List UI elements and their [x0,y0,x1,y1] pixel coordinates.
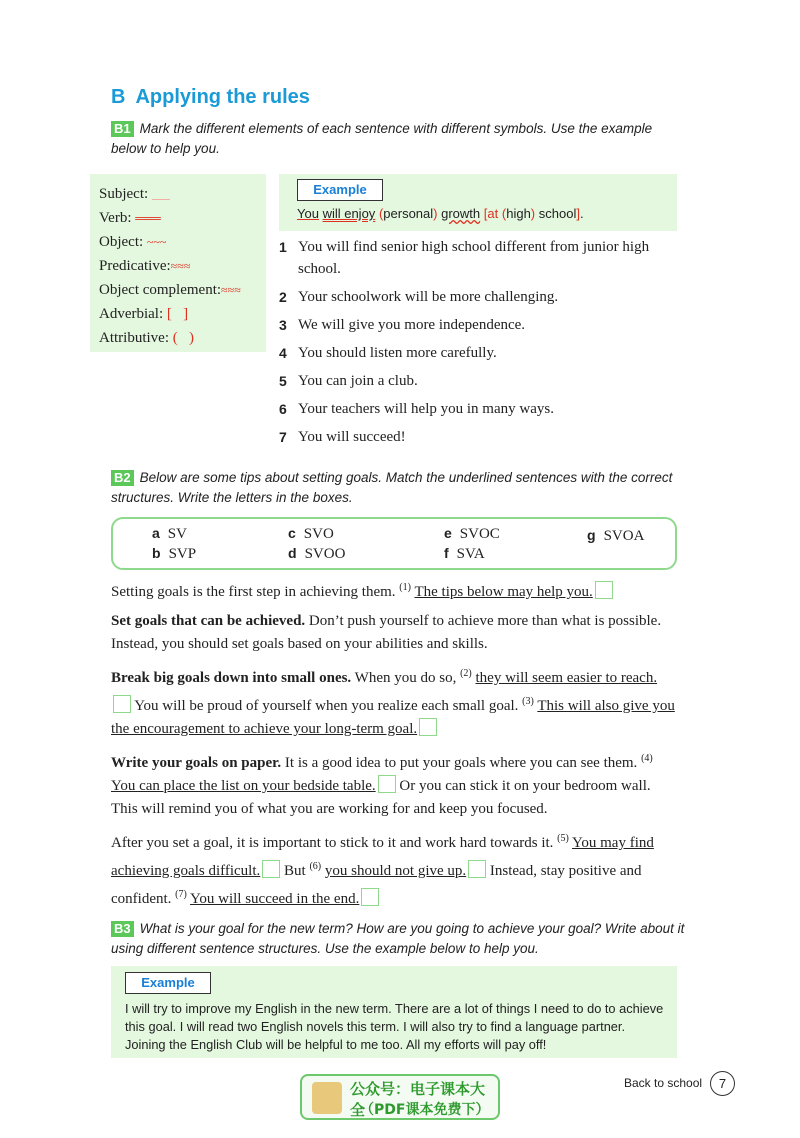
example-sentence: You will enjoy (personal) growth [at (high) school]. [297,206,584,221]
legend-predicative: Predicative:≈≈≈ [99,254,266,278]
predicative-symbol: ≈≈≈ [170,259,191,273]
subject-symbol: ___ [151,187,170,201]
book-logo-icon [312,1082,342,1114]
option-d: d SVOO [288,545,346,562]
option-f: f SVA [444,545,485,562]
b1-sentence-list [279,236,689,454]
section-title-text: Applying the rules [135,86,310,108]
legend-object-complement: Object complement:≈≈≈ [99,278,266,302]
list-item: 6 Your teachers will help you in many ways. [279,401,554,417]
legend-attributive: Attributive: ( ) [99,330,194,346]
answer-box-7[interactable] [361,888,379,906]
option-a: a SV [152,525,187,542]
b3-instruction [111,919,691,959]
b2-tag: B2 [111,470,134,486]
b2-instruction-text: Below are some tips about setting goals. Match the underlined sentences with the correct structures. Write the letters in the boxes. [111,470,673,505]
b1-instruction-text: Mark the different elements of each sentence with different symbols. Use the example below to help you. [111,121,653,156]
section-title [111,86,310,109]
section-letter: B [111,86,126,108]
structure-options [111,517,677,570]
b2-instruction [111,468,691,508]
example-label: Example [125,972,211,994]
b1-instruction [111,119,691,159]
legend-object: Object: ~~~ [99,230,266,254]
b1-tag: B1 [111,121,134,137]
page-number: 7 [710,1071,735,1096]
legend-verb: Verb: ═══ [99,206,266,230]
goals-passage [111,576,677,917]
b3-example-box [111,966,677,1058]
verb-symbol: ═══ [135,211,161,225]
answer-box-1[interactable] [595,581,613,599]
example-label: Example [297,179,383,201]
list-item: 7 You will succeed! [279,429,406,445]
list-item: 2 Your schoolwork will be more challenging. [279,289,559,305]
b3-tag: B3 [111,921,134,937]
legend-adverbial: Adverbial: [ ] [99,306,189,322]
watermark-line-2: （PDF课本免费下） [360,1102,490,1118]
watermark [300,1074,500,1120]
watermark-line-1: 公众号：电子课本大全 [350,1080,486,1119]
object-complement-symbol: ≈≈≈ [221,283,241,297]
paragraph: Write your goals on paper. It is a good idea to put your goals where you can see them. $^{(4)}$ You can place the list on your bedside table. Or you can stick it on your bedroom wall. This will remind you of what you are working for and keep you focused. [111,753,653,817]
option-g: g SVOA [587,527,645,544]
b3-instruction-text: What is your goal for the new term? How are you going to achieve your goal? Write about it using different sentence structures. Use the example below to help you. [111,921,685,956]
list-item: 1 You will find senior high school different from junior high school. [279,239,650,277]
list-item: 4 You should listen more carefully. [279,345,497,361]
example-text: I will try to improve my English in the new term. There are a lot of things I need to do to achieve this goal. I will read two English novels this term. I will also try to find a language partner. Joining the English Club will be helpful to me too. All my efforts will pay off! [125,1001,664,1052]
option-b: b SVP [152,545,197,562]
answer-box-3[interactable] [419,718,437,736]
answer-box-4[interactable] [378,775,396,793]
paragraph: Break big goals down into small ones. When you do so, $^{(2)}$ they will seem easier to reach. You will be proud of yourself when you realize each small goal. $^{(3)}$ This will also give you the encouragement to achieve your long-term goal. [111,668,675,737]
list-item: 5 You can join a club. [279,373,418,389]
legend-subject: Subject: ___ [99,182,266,206]
paragraph: After you set a goal, it is important to stick to it and work hard towards it. $^{(5)}$ You may find achieving goals difficult. But $^{(6)}$ you should not give up. Instead, stay positive and confident. $^{(7)}$ You will succeed in the end. [111,833,654,907]
b1-example-box [279,174,677,231]
symbol-legend [90,174,266,352]
answer-box-2[interactable] [113,695,131,713]
answer-box-5[interactable] [262,860,280,878]
attributive-symbol: ( ) [172,330,194,346]
paragraph: Set goals that can be achieved. Don’t push yourself to achieve more than what is possible. Instead, you should set goals based on your abilities and skills. [111,613,662,652]
adverbial-symbol: [ ] [166,306,189,322]
list-item: 3 We will give you more independence. [279,317,526,333]
footer-unit-title: Back to school [624,1076,703,1090]
object-symbol: ~~~ [146,235,167,249]
option-e: e SVOC [444,525,500,542]
option-c: c SVO [288,525,334,542]
answer-box-6[interactable] [468,860,486,878]
paragraph: Setting goals is the first step in achieving them. $^{(1)}$ The tips below may help you. [111,576,677,604]
